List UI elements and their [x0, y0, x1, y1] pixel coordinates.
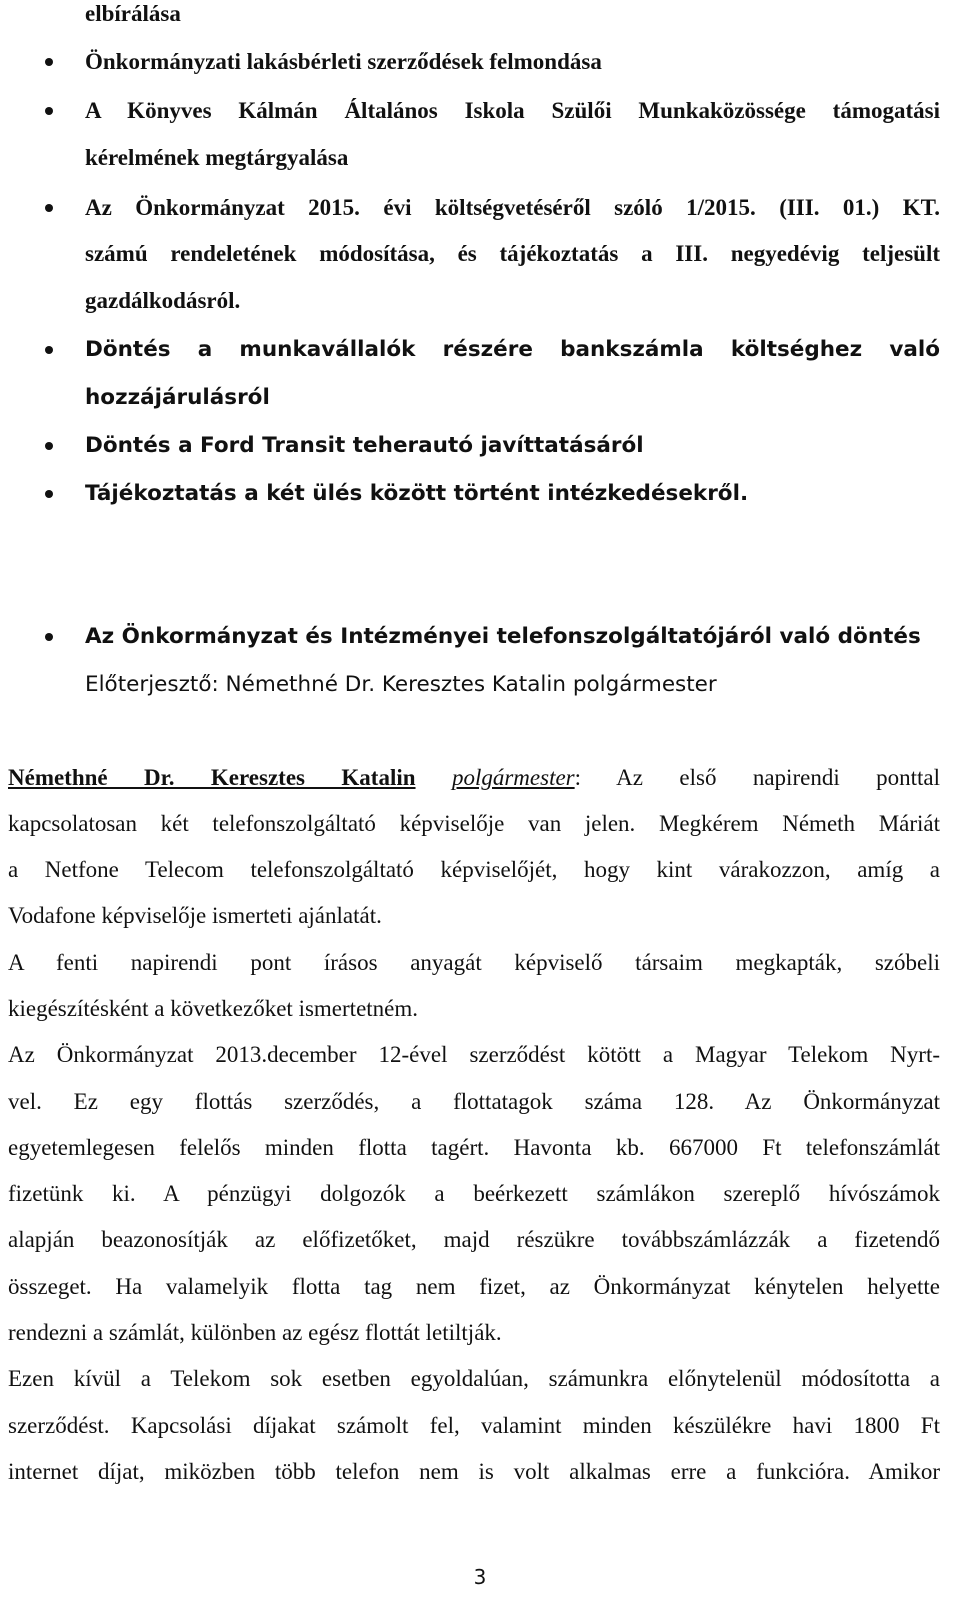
speech-line: rendezni a számlát, különben az egész flottát letiltják. — [8, 1320, 502, 1345]
bullet-icon — [45, 58, 53, 66]
agenda-item-presenter: Előterjesztő: Némethné Dr. Keresztes Katalin polgármester — [85, 672, 717, 697]
speech-line: Ezen kívül a Telekom sok esetben egyoldalúan, számunkra előnytelenül módosította a — [8, 1366, 940, 1391]
agenda-item-3-line-3: gazdálkodásról. — [85, 288, 241, 313]
agenda-item-5-line-1: Döntés a Ford Transit teherautó javíttatásáról — [85, 433, 644, 458]
speech-line: fizetünk ki. A pénzügyi dolgozók a beérkezett számlákon szereplő hívószámok — [8, 1181, 940, 1206]
agenda-item-3-line-2: számú rendeletének módosítása, és tájékoztatás a III. negyedévig teljesült — [85, 241, 940, 266]
speech-line: internet díjat, miközben több telefon nem is volt alkalmas erre a funkcióra. Amikor — [8, 1459, 940, 1484]
speech-line: Az Önkormányzat 2013.december 12-ével szerződést kötött a Magyar Telekom Nyrt- — [8, 1042, 940, 1067]
speech-line: Vodafone képviselője ismerteti ajánlatát. — [8, 903, 382, 928]
agenda-item-1-line-1: Önkormányzati lakásbérleti szerződések felmondása — [85, 49, 602, 74]
speech-line: egyetemlegesen felelős minden flotta tagért. Havonta kb. 667000 Ft telefonszámlát — [8, 1135, 940, 1160]
speech-line: kapcsolatosan két telefonszolgáltató képviselője van jelen. Megkérem Németh Máriát — [8, 811, 940, 836]
speech-first-line-rest: : Az első napirendi ponttal — [574, 765, 940, 790]
bullet-icon — [45, 107, 53, 115]
page-number: 3 — [473, 1565, 487, 1589]
bullet-icon — [45, 204, 53, 212]
agenda-item-2-line-1: A Könyves Kálmán Általános Iskola Szülői Munkaközössége támogatási — [85, 98, 940, 123]
speaker-name: Némethné Dr. Keresztes Katalin — [8, 765, 416, 790]
bullet-icon — [45, 633, 53, 641]
speech-line: vel. Ez egy flottás szerződés, a flottatagok száma 128. Az Önkormányzat — [8, 1089, 940, 1114]
bullet-icon — [45, 346, 53, 354]
speech-line: A fenti napirendi pont írásos anyagát képviselő társaim megkapták, szóbeli — [8, 950, 940, 975]
agenda-item-3-line-1: Az Önkormányzat 2015. évi költségvetéséről szóló 1/2015. (III. 01.) KT. — [85, 195, 940, 220]
speech-line: a Netfone Telecom telefonszolgáltató képviselőjét, hogy kint várakozzon, amíg a — [8, 857, 940, 882]
speaker-role: polgármester — [451, 765, 575, 790]
agenda-item-4-line-1: Döntés a munkavállalók részére bankszámla költséghez való — [85, 337, 940, 362]
agenda-item-6-line-1: Tájékoztatás a két ülés között történt intézkedésekről. — [85, 481, 749, 506]
speech-line: alapján beazonosítják az előfizetőket, majd részükre továbbszámlázzák a fizetendő — [8, 1227, 940, 1252]
agenda-item-2-line-2: kérelmének megtárgyalása — [85, 145, 349, 170]
agenda-continuation-line: elbírálása — [85, 1, 181, 26]
agenda-item-4-line-2: hozzájárulásról — [85, 385, 270, 410]
agenda-item-title: Az Önkormányzat és Intézményei telefonszolgáltatójáról való döntés — [85, 624, 921, 649]
bullet-icon — [45, 442, 53, 450]
bullet-icon — [45, 490, 53, 498]
speech-line: kiegészítésként a következőket ismertetném. — [8, 996, 419, 1021]
speech-first-line — [8, 764, 940, 792]
speech-line: szerződést. Kapcsolási díjakat számolt fel, valamint minden készülékre havi 1800 Ft — [8, 1413, 940, 1438]
speech-line: összeget. Ha valamelyik flotta tag nem fizet, az Önkormányzat kénytelen helyette — [8, 1274, 940, 1299]
